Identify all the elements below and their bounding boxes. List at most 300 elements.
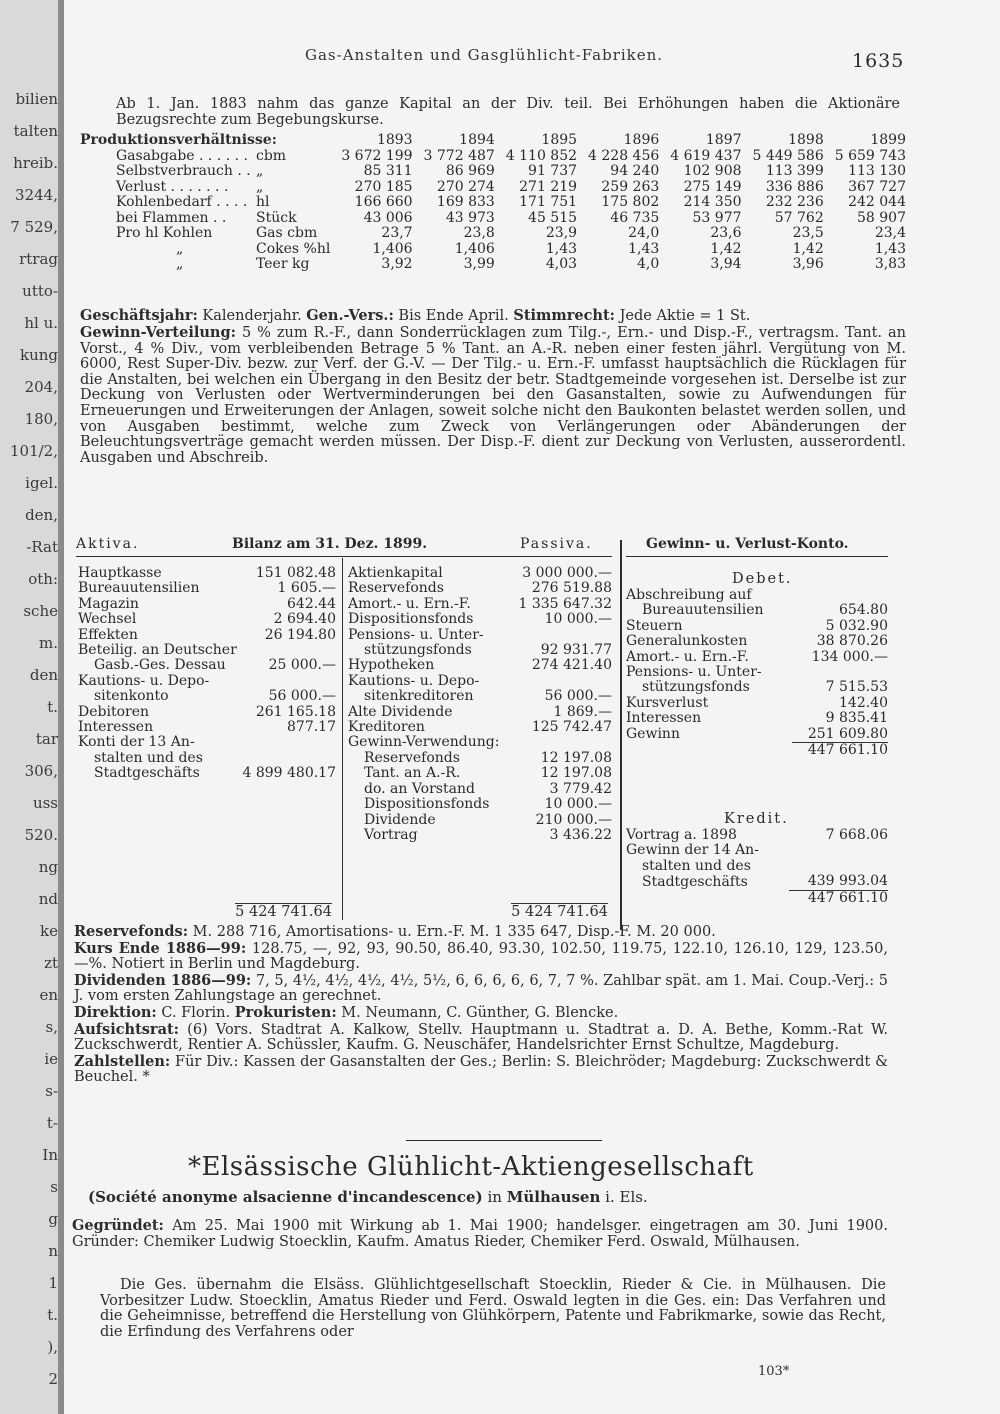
geschaeftsjahr-text: Kalenderjahr. (202, 308, 302, 324)
gutter-fragment: utto- (22, 282, 58, 300)
ledger-total-row (626, 890, 888, 906)
debet-label: Debet. (732, 571, 793, 587)
ledger-row (78, 597, 336, 612)
ledger-label: Dispositionsfonds (348, 611, 474, 628)
production-value: 175 802 (601, 194, 660, 210)
gegruendet-label: Gegründet: (72, 1217, 164, 1234)
ledger-label: Magazin (78, 595, 139, 612)
production-value: 1,406 (372, 240, 413, 257)
ledger-value: 9 835.41 (825, 710, 888, 727)
production-value: 58 907 (857, 209, 906, 226)
ledger-row (348, 797, 612, 812)
ledger-row (78, 581, 336, 596)
gutter-fragment: 3244, (15, 186, 58, 204)
note-paragraph (74, 1054, 888, 1086)
production-row-unit: Stück (256, 209, 297, 226)
ledger-label: Kursverlust (626, 694, 709, 711)
gutter-fragment: t. (47, 698, 58, 716)
production-value: 3,92 (381, 256, 413, 272)
production-value: 113 130 (848, 163, 906, 179)
gutter-fragment: t. (47, 1306, 58, 1324)
ledger-value: 5 032.90 (825, 617, 888, 634)
ledger-row (348, 674, 612, 689)
note-paragraph (74, 973, 888, 1005)
page-number: 1635 (852, 50, 905, 72)
passiva-table (348, 566, 612, 843)
ledger-value (511, 674, 612, 689)
ledger-value: 56 000.— (268, 688, 336, 705)
ledger-row (626, 650, 888, 665)
production-value: 1,43 (874, 240, 906, 257)
ledger-row (348, 597, 612, 612)
production-value: 4 619 437 (670, 147, 742, 164)
ledger-row (626, 843, 888, 858)
ledger-row (626, 696, 888, 711)
gutter-fragment: -Rat (26, 538, 58, 556)
ledger-row (626, 727, 888, 743)
note-text: C. Florin. (161, 1004, 231, 1021)
gutter-fragment: g (48, 1210, 58, 1228)
gewinn-verteilung-text: 5 % zum R.-F., dann Sonderrücklagen zum Tilg.-, Ern.- und Disp.-F., vertragsm. Tant. an Vorst., 4 % Div., vom verbleibenden Betrage 5 % Tant. an A.-R. neben einer festen jährl. Vergütung von M. 6000, Rest Super-Div. bezw. zur Verf. der G.-V. — Der Tilg.- u. Ern.-F. umfasst hauptsächlich die Rücklagen für die Anstalten, bei welchen ein Übergang in den Besitz der betr. Stadtgemeinde vorgesehen ist. Derselbe ist zur Deckung von Verlusten oder Wertverminderungen bei den Gasanstalten, sowie zu Aufwendungen für Erneuerungen und Erweiterungen der Anlagen, soweit solche nicht den Baukonten belastet werden sollen, und von Ausgaben bestimmt, welche zum Zweck von Verlängerungen oder Abänderungen der Beleuchtungsverträge gemacht werden müssen. Der Disp.-F. dient zur Deckung von Verlusten, ausserordentl. Ausgaben und Abschreib. (80, 325, 906, 466)
ledger-value (240, 674, 336, 689)
ledger-label: Bureauutensilien (78, 580, 200, 597)
ledger-label: Aktienkapital (348, 565, 443, 581)
ledger-label: Gewinn (626, 726, 680, 743)
production-value: 57 762 (774, 209, 824, 226)
production-value: 45 515 (528, 209, 578, 226)
ledger-value: 1 869.— (553, 703, 612, 720)
ledger-value: 210 000.— (535, 811, 612, 828)
production-value: 336 886 (765, 178, 824, 195)
gegruendet-text: Am 25. Mai 1900 mit Wirkung ab 1. Mai 1900; handelsger. eingetragen am 30. Juni 1900. Gründer: Chemiker Ludwig Stoecklin, Kaufm. Amatus Rieder, Chemiker Ferd. Oswald, Mülhausen. (72, 1218, 888, 1250)
production-label: Produktionsverhältnisse: (80, 132, 277, 148)
ledger-row (78, 643, 336, 658)
ledger-row (626, 828, 888, 843)
production-year: 1894 (459, 132, 495, 148)
kredit-label: Kredit. (724, 811, 789, 827)
ledger-value (240, 751, 336, 766)
production-value: 5 659 743 (834, 147, 906, 164)
note-label: Dividenden 1886—99: (74, 971, 252, 989)
ledger-row (348, 782, 612, 797)
production-row (116, 180, 906, 196)
production-row (116, 164, 906, 180)
production-row (116, 195, 906, 211)
production-row (116, 242, 906, 258)
geschaeftsjahr-label: Geschäftsjahr: (80, 307, 198, 324)
ledger-value (240, 643, 336, 658)
gutter-fragment: bilien (15, 90, 58, 108)
production-value: 270 274 (436, 178, 495, 195)
ledger-row (348, 735, 612, 750)
note-paragraph (74, 1005, 888, 1022)
production-value: 1,43 (545, 240, 578, 257)
note-paragraph (74, 1022, 888, 1054)
ledger-value (792, 588, 889, 603)
founded-paragraph (72, 1218, 888, 1250)
production-value: 367 727 (848, 178, 906, 195)
ledger-value: 125 742.47 (531, 719, 612, 736)
gutter-fragment: den, (25, 506, 58, 524)
ledger-label: Abschreibung auf (626, 587, 752, 603)
note-text: 128.75, —, 92, 93, 90.50, 86.40, 93.30, 102.50, 119.75, 122.10, 126.10, 129, 123.50, —%. Notiert in Berlin und Magdeburg. (74, 940, 888, 973)
gutter-fragment: hreib. (13, 154, 58, 172)
production-value: 23,9 (545, 225, 578, 241)
production-value: 1,42 (792, 240, 824, 257)
note-text: 7, 5, 4½, 4½, 4½, 4½, 5½, 6, 6, 6, 6, 6, 7, 7 %. Zahlbar spät. am 1. Mai. Coup.-Verj.: 5 J. vom ersten Zahlungstage an gerechnet. (74, 972, 889, 1005)
production-value: 271 219 (519, 178, 578, 195)
ledger-row (78, 674, 336, 689)
company-subtitle (88, 1188, 648, 1206)
ledger-label: Beteilig. an Deutscher (78, 642, 237, 659)
production-row (116, 226, 906, 242)
ledger-label: Stadtgeschäfts (94, 765, 200, 782)
production-value: 270 185 (354, 178, 413, 195)
ledger-value: 26 194.80 (264, 626, 336, 643)
gutter-fragment: rtrag (19, 250, 58, 268)
production-value: 23,4 (874, 225, 906, 241)
gutter-fragment: den (29, 666, 58, 684)
stimmrecht-label: Stimmrecht: (513, 307, 615, 324)
production-row-label: Pro hl Kohlen (116, 225, 213, 241)
ledger-value: 3 000 000.— (522, 565, 612, 581)
ledger-value: 25 000.— (268, 657, 336, 674)
ledger-label: Bureauutensilien (642, 602, 764, 619)
production-year-row (116, 133, 906, 149)
gutter-fragment: n (48, 1242, 58, 1260)
ledger-value: 12 197.08 (540, 765, 612, 782)
ledger-value: 56 000.— (544, 688, 612, 705)
ledger-row (626, 634, 888, 649)
ledger-value: 38 870.26 (816, 633, 888, 650)
ledger-total-spacer (626, 890, 789, 906)
ledger-label: Interessen (78, 719, 154, 736)
passiva-total: 5 424 741.64 (511, 904, 608, 920)
ledger-value: 92 931.77 (540, 642, 612, 659)
ledger-row (78, 628, 336, 643)
ledger-label: Dividende (364, 811, 436, 828)
ledger-row (348, 581, 612, 596)
ledger-value: 134 000.— (811, 648, 888, 665)
aktiva-total: 5 424 741.64 (235, 904, 332, 920)
left-page-gutter (0, 0, 64, 1414)
ledger-label: Interessen (626, 710, 702, 727)
note-text: (6) Vors. Stadtrat A. Kalkow, Stellv. Hauptmann u. Stadtrat a. D. A. Bethe, Komm.-Rat W. Zuckschwerdt, Rentier A. Schüssler, Kaufm. G. Neuschäfer, Handelsrichter Ernst Schultze, Magdeburg. (74, 1021, 889, 1054)
gutter-fragment: nd (38, 890, 58, 908)
production-value: 5 449 586 (752, 147, 824, 164)
ledger-label: Konti der 13 An- (78, 734, 195, 751)
gutter-fragment: s- (45, 1082, 58, 1100)
ledger-value: 142.40 (839, 694, 888, 711)
ledger-value: 1 335 647.32 (518, 595, 612, 612)
production-value: 94 240 (610, 163, 660, 179)
ledger-row (348, 751, 612, 766)
production-row-label: bei Flammen . . (116, 209, 227, 226)
gutter-fragment: ke (40, 922, 58, 940)
ledger-row (626, 619, 888, 634)
note-label: Prokuristen: (234, 1003, 337, 1021)
production-value: 3 672 199 (341, 147, 413, 164)
production-header-spacer (116, 133, 256, 149)
gewinn-verteilung-label: Gewinn-Verteilung: (80, 324, 236, 341)
production-value: 113 399 (765, 163, 824, 179)
production-year: 1899 (870, 132, 906, 148)
production-value: 1,42 (710, 240, 742, 257)
ledger-row (348, 766, 612, 781)
ledger-value: 654.80 (839, 602, 888, 619)
production-value: 1,43 (628, 240, 660, 257)
production-row (116, 257, 906, 273)
ledger-value: 261 165.18 (255, 703, 336, 720)
gutter-fragment: uss (32, 794, 58, 812)
ledger-row (348, 828, 612, 843)
gutter-fragment: t- (46, 1114, 58, 1132)
ledger-label: Vortrag a. 1898 (626, 827, 737, 843)
ledger-label: sitenkonto (94, 688, 169, 705)
ledger-label: Hypotheken (348, 657, 435, 674)
ledger-value: 3 779.42 (549, 780, 612, 797)
business-year-line (80, 308, 906, 325)
note-label: Direktion: (74, 1003, 157, 1021)
company-french-name: (Société anonyme alsacienne d'incandescence) (88, 1188, 483, 1206)
ledger-label: Gewinn der 14 An- (626, 842, 759, 859)
production-row-label: „ (176, 256, 184, 272)
note-paragraph (74, 941, 888, 973)
ledger-label: Reservefonds (348, 580, 444, 597)
production-value: 23,7 (381, 225, 413, 241)
ledger-label: Gasb.-Ges. Dessau (94, 657, 226, 674)
gutter-fragment: 520. (24, 826, 58, 844)
production-value: 166 660 (354, 194, 413, 210)
profit-distribution-paragraph (80, 325, 906, 466)
section-separator (406, 1140, 602, 1141)
ledger-label: stützungsfonds (364, 642, 472, 659)
ledger-label: stalten und des (94, 749, 203, 766)
production-table (116, 133, 906, 273)
ledger-row (78, 735, 336, 750)
production-value: 91 737 (528, 163, 578, 179)
ledger-value: 439 993.04 (807, 873, 888, 890)
ledger-label: Kautions- u. Depo- (78, 672, 210, 689)
ledger-row (78, 689, 336, 704)
ledger-label: Vortrag (364, 826, 418, 843)
production-value: 24,0 (628, 225, 660, 241)
production-row-unit: Teer kg (256, 256, 310, 272)
ledger-label: Steuern (626, 617, 683, 634)
production-row (116, 149, 906, 165)
production-value: 169 833 (436, 194, 495, 210)
production-header-spacer (256, 133, 330, 149)
production-value: 86 969 (445, 163, 495, 179)
ledger-value: 642.44 (287, 595, 336, 612)
gutter-fragment: igel. (25, 474, 58, 492)
gutter-fragment: sche (23, 602, 58, 620)
aktiva-passiva-divider (342, 558, 343, 920)
production-row-unit: „ (256, 178, 264, 195)
production-row-label: „ (176, 240, 184, 257)
ledger-row (626, 603, 888, 618)
ledger-label: stützungsfonds (642, 679, 750, 696)
ledger-row (78, 751, 336, 766)
ledger-row (348, 658, 612, 673)
production-row-label: Selbstverbrauch . . (116, 163, 251, 179)
production-row-label: Kohlenbedarf . . . . (116, 194, 248, 210)
production-value: 3,94 (710, 256, 742, 272)
ledger-value: 2 694.40 (273, 611, 336, 628)
passiva-label: Passiva. (520, 536, 593, 552)
ledger-value: 276 519.88 (531, 580, 612, 597)
ledger-row (78, 612, 336, 627)
ledger-total-spacer (626, 743, 792, 759)
gutter-fragment: 306, (24, 762, 58, 780)
ledger-label: Pensions- u. Unter- (348, 626, 484, 643)
ledger-value: 274 421.40 (531, 657, 612, 674)
production-value: 4,0 (637, 256, 660, 272)
production-value: 275 149 (683, 178, 742, 195)
ledger-label: Kreditoren (348, 719, 425, 736)
gutter-fragment: oth: (28, 570, 58, 588)
note-text: M. Neumann, C. Günther, G. Blencke. (341, 1004, 619, 1021)
production-value: 3,83 (874, 256, 906, 272)
production-value: 43 006 (363, 209, 413, 226)
ledger-label: Generalunkosten (626, 633, 748, 650)
ledger-value (511, 735, 612, 750)
aktiva-label: Aktiva. (76, 536, 140, 552)
gutter-fragment: 2 (48, 1370, 58, 1388)
gutter-fragment: 1 (48, 1274, 58, 1292)
ledger-value (240, 735, 336, 750)
production-value: 102 908 (683, 163, 742, 179)
closing-paragraph: Die Ges. übernahm die Elsäss. Glühlichtgesellschaft Stoecklin, Rieder & Cie. in Mülhausen. Die Vorbesitzer Ludw. Stoecklin, Amatus Rieder und Ferd. Oswald legten in die Ges. ein: Das Verfahren und die Geheimnisse, betreffend die Herstellung von Glühkörpern, Patente und Fabrikmarke, sowie das Recht, die Erfindung des Verfahrens oder (100, 1277, 886, 1340)
ledger-label: Amort.- u. Ern.-F. (348, 595, 471, 612)
ledger-label: Debitoren (78, 703, 149, 720)
production-value: 23,6 (710, 225, 742, 241)
ledger-value (511, 628, 612, 643)
production-row-unit: Cokes %hl (256, 240, 331, 257)
ledger-row (78, 720, 336, 735)
ledger-row (348, 628, 612, 643)
production-row (116, 211, 906, 227)
ledger-value: 7 515.53 (825, 679, 888, 696)
gutter-fragment: 101/2, (10, 442, 58, 460)
aktiva-table (78, 566, 336, 782)
ledger-row (626, 665, 888, 680)
ledger-label: sitenkreditoren (364, 688, 474, 705)
bilanz-guv-divider (620, 540, 622, 930)
production-value: 4 110 852 (505, 147, 578, 164)
gen-vers-label: Gen.-Vers.: (306, 307, 394, 324)
production-value: 232 236 (765, 194, 824, 210)
ledger-value: 4 899 480.17 (242, 765, 336, 782)
company-in: in (487, 1188, 502, 1206)
gutter-fragment: en (39, 986, 58, 1004)
gutter-fragment: ie (44, 1050, 58, 1068)
ledger-row (626, 859, 888, 874)
note-text: M. 288 716, Amortisations- u. Ern.-F. M. 1 335 647, Disp.-F. M. 20 000. (192, 924, 716, 940)
ledger-total: 447 661.10 (792, 743, 889, 759)
gutter-fragment: s (50, 1178, 58, 1196)
gutter-fragment: In (42, 1146, 58, 1164)
page-signature: 103* (758, 1364, 790, 1379)
ledger-row (78, 766, 336, 781)
ledger-value: 151 082.48 (255, 565, 336, 581)
production-value: 4 228 456 (588, 147, 660, 164)
production-value: 3 772 487 (423, 147, 495, 164)
ledger-label: Reservefonds (364, 749, 460, 766)
production-value: 171 751 (519, 194, 578, 210)
production-value: 214 350 (683, 194, 742, 210)
production-row-unit: Gas cbm (256, 225, 318, 241)
ledger-label: Alte Dividende (348, 703, 453, 720)
ledger-total-row (626, 743, 888, 759)
bilanz-title: Bilanz am 31. Dez. 1899. (232, 536, 428, 552)
production-row-unit: „ (256, 163, 264, 179)
production-value: 1,406 (454, 240, 495, 257)
debet-table (626, 588, 888, 758)
ledger-total: 447 661.10 (789, 890, 888, 906)
note-label: Kurs Ende 1886—99: (74, 939, 247, 957)
guv-title: Gewinn- u. Verlust-Konto. (646, 536, 849, 552)
ledger-row (78, 566, 336, 581)
production-row-label: Gasabgabe . . . . . . (116, 147, 248, 164)
production-row-unit: cbm (256, 147, 287, 164)
production-year: 1896 (623, 132, 660, 148)
gutter-fragment: zt (44, 954, 58, 972)
gutter-fragment: hl u. (24, 314, 58, 332)
gutter-fragment: ), (47, 1338, 58, 1356)
ledger-row (626, 874, 888, 890)
production-value: 242 044 (848, 194, 906, 210)
production-value: 3,96 (792, 256, 824, 272)
production-year: 1895 (541, 132, 578, 148)
note-label: Reservefonds: (74, 923, 189, 940)
note-label: Aufsichtsrat: (74, 1020, 180, 1038)
ledger-row (348, 813, 612, 828)
running-head: Gas-Anstalten und Gasglühlicht-Fabriken. (305, 46, 664, 64)
gutter-fragment: s, (45, 1018, 58, 1036)
production-row-unit: hl (256, 194, 270, 210)
ledger-row (348, 705, 612, 720)
production-value: 259 263 (601, 178, 660, 195)
ledger-value: 12 197.08 (540, 749, 612, 766)
ledger-label: Effekten (78, 626, 138, 643)
company-name: *Elsässische Glühlicht-Aktiengesellschaft (188, 1152, 754, 1182)
ledger-row (348, 566, 612, 581)
ledger-row (348, 643, 612, 658)
production-value: 3,99 (463, 256, 495, 272)
ledger-row (626, 711, 888, 726)
ledger-value: 3 436.22 (549, 826, 612, 843)
ledger-row (78, 705, 336, 720)
ledger-label: Wechsel (78, 611, 137, 628)
gutter-fragment: 7 529, (10, 218, 58, 236)
note-paragraph (74, 924, 888, 941)
ledger-label: Dispositionsfonds (364, 796, 490, 813)
gutter-fragment: tar (35, 730, 58, 748)
ledger-value (789, 843, 888, 858)
ledger-value: 10 000.— (544, 611, 612, 628)
note-label: Zahlstellen: (74, 1052, 171, 1070)
stimmrecht-text: Jede Aktie = 1 St. (619, 308, 751, 324)
ledger-label: Pensions- u. Unter- (626, 664, 762, 681)
production-value: 23,5 (792, 225, 824, 241)
ledger-label: Gewinn-Verwendung: (348, 734, 500, 751)
ledger-label: Hauptkasse (78, 565, 162, 581)
production-value: 43 973 (445, 209, 495, 226)
bilanz-top-rule (76, 556, 612, 557)
ledger-value (789, 859, 888, 874)
ledger-label: Amort.- u. Ern.-F. (626, 648, 749, 665)
